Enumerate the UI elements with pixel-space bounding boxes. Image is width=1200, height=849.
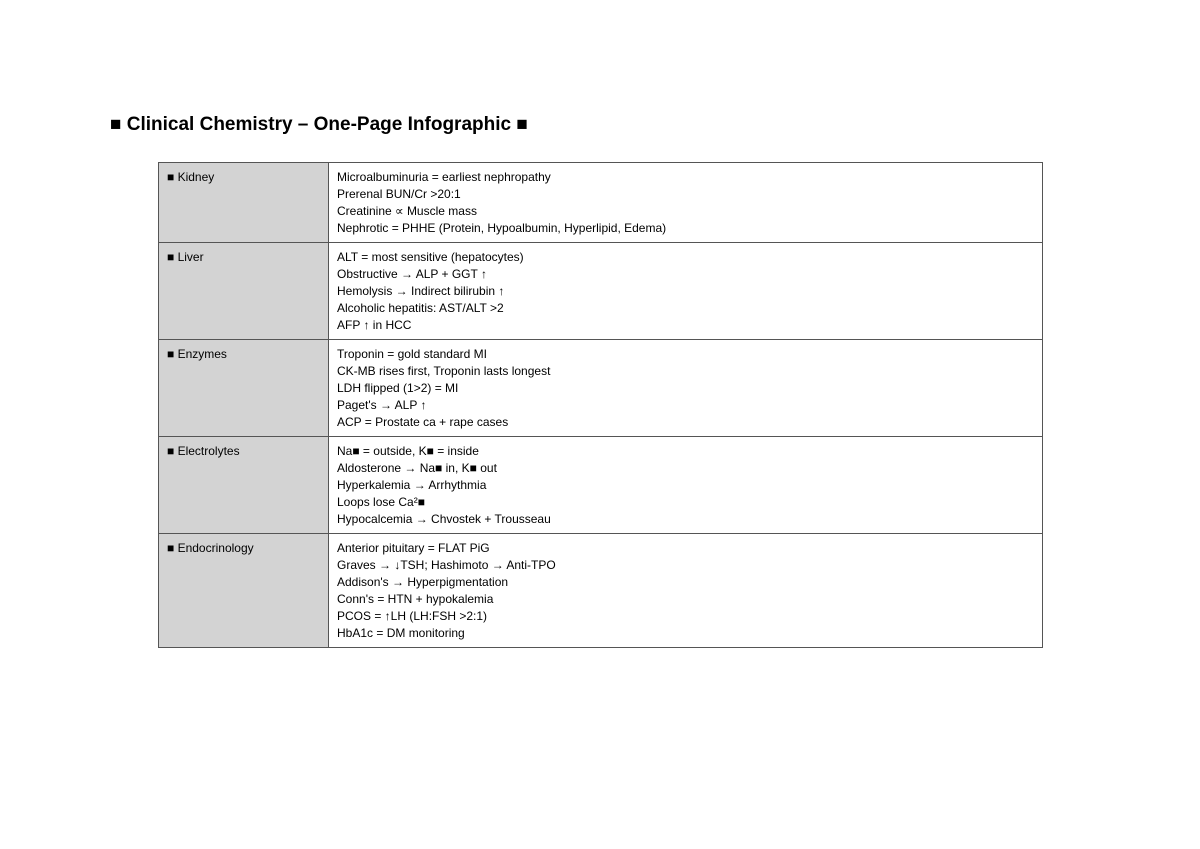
note-line: Obstructive → ALP + GGT ↑ [337,267,487,281]
note-line: LDH flipped (1>2) = MI [337,381,459,395]
page-title: ■ Clinical Chemistry – One-Page Infographic ■ [110,114,528,135]
note-line: CK-MB rises first, Troponin lasts longest [337,364,551,378]
note-line: Creatinine ∝ Muscle mass [337,204,477,218]
notes-cell-electrolytes [329,437,1043,534]
note-line: PCOS = ↑LH (LH:FSH >2:1) [337,609,488,623]
note-line: ACP = Prostate ca + rape cases [337,415,509,429]
category-cell-liver: ■ Liver [159,243,329,340]
note-line: AFP ↑ in HCC [337,318,412,332]
category-cell-electrolytes: ■ Electrolytes [159,437,329,534]
note-line: Aldosterone → Na■ in, K■ out [337,461,497,475]
table-row-endocrinology [159,534,1043,648]
note-line: Hemolysis → Indirect bilirubin ↑ [337,284,505,298]
notes-cell-liver [329,243,1043,340]
notes-cell-enzymes [329,340,1043,437]
note-line: Hypocalcemia → Chvostek + Trousseau [337,512,551,526]
category-cell-endocrinology: ■ Endocrinology [159,534,329,648]
note-line: Loops lose Ca²■ [337,495,425,509]
note-line: Na■ = outside, K■ = inside [337,444,479,458]
note-line: Nephrotic = PHHE (Protein, Hypoalbumin, Hyperlipid, Edema) [337,221,667,235]
notes-cell-kidney [329,163,1043,243]
note-line: Addison's → Hyperpigmentation [337,575,509,589]
note-line: Graves → ↓TSH; Hashimoto → Anti-TPO [337,558,556,572]
category-cell-enzymes: ■ Enzymes [159,340,329,437]
note-line: ALT = most sensitive (hepatocytes) [337,250,524,264]
note-line: Paget's → ALP ↑ [337,398,427,412]
table-row-liver [159,243,1043,340]
table-row-electrolytes [159,437,1043,534]
note-line: Anterior pituitary = FLAT PiG [337,541,490,555]
table-row-enzymes [159,340,1043,437]
note-line: Microalbuminuria = earliest nephropathy [337,170,551,184]
note-line: Conn's = HTN + hypokalemia [337,592,494,606]
note-line: HbA1c = DM monitoring [337,626,465,640]
table-row-kidney [159,163,1043,243]
summary-table [158,162,1043,648]
note-line: Prerenal BUN/Cr >20:1 [337,187,461,201]
note-line: Alcoholic hepatitis: AST/ALT >2 [337,301,504,315]
note-line: Hyperkalemia → Arrhythmia [337,478,487,492]
category-cell-kidney: ■ Kidney [159,163,329,243]
notes-cell-endocrinology [329,534,1043,648]
note-line: Troponin = gold standard MI [337,347,487,361]
